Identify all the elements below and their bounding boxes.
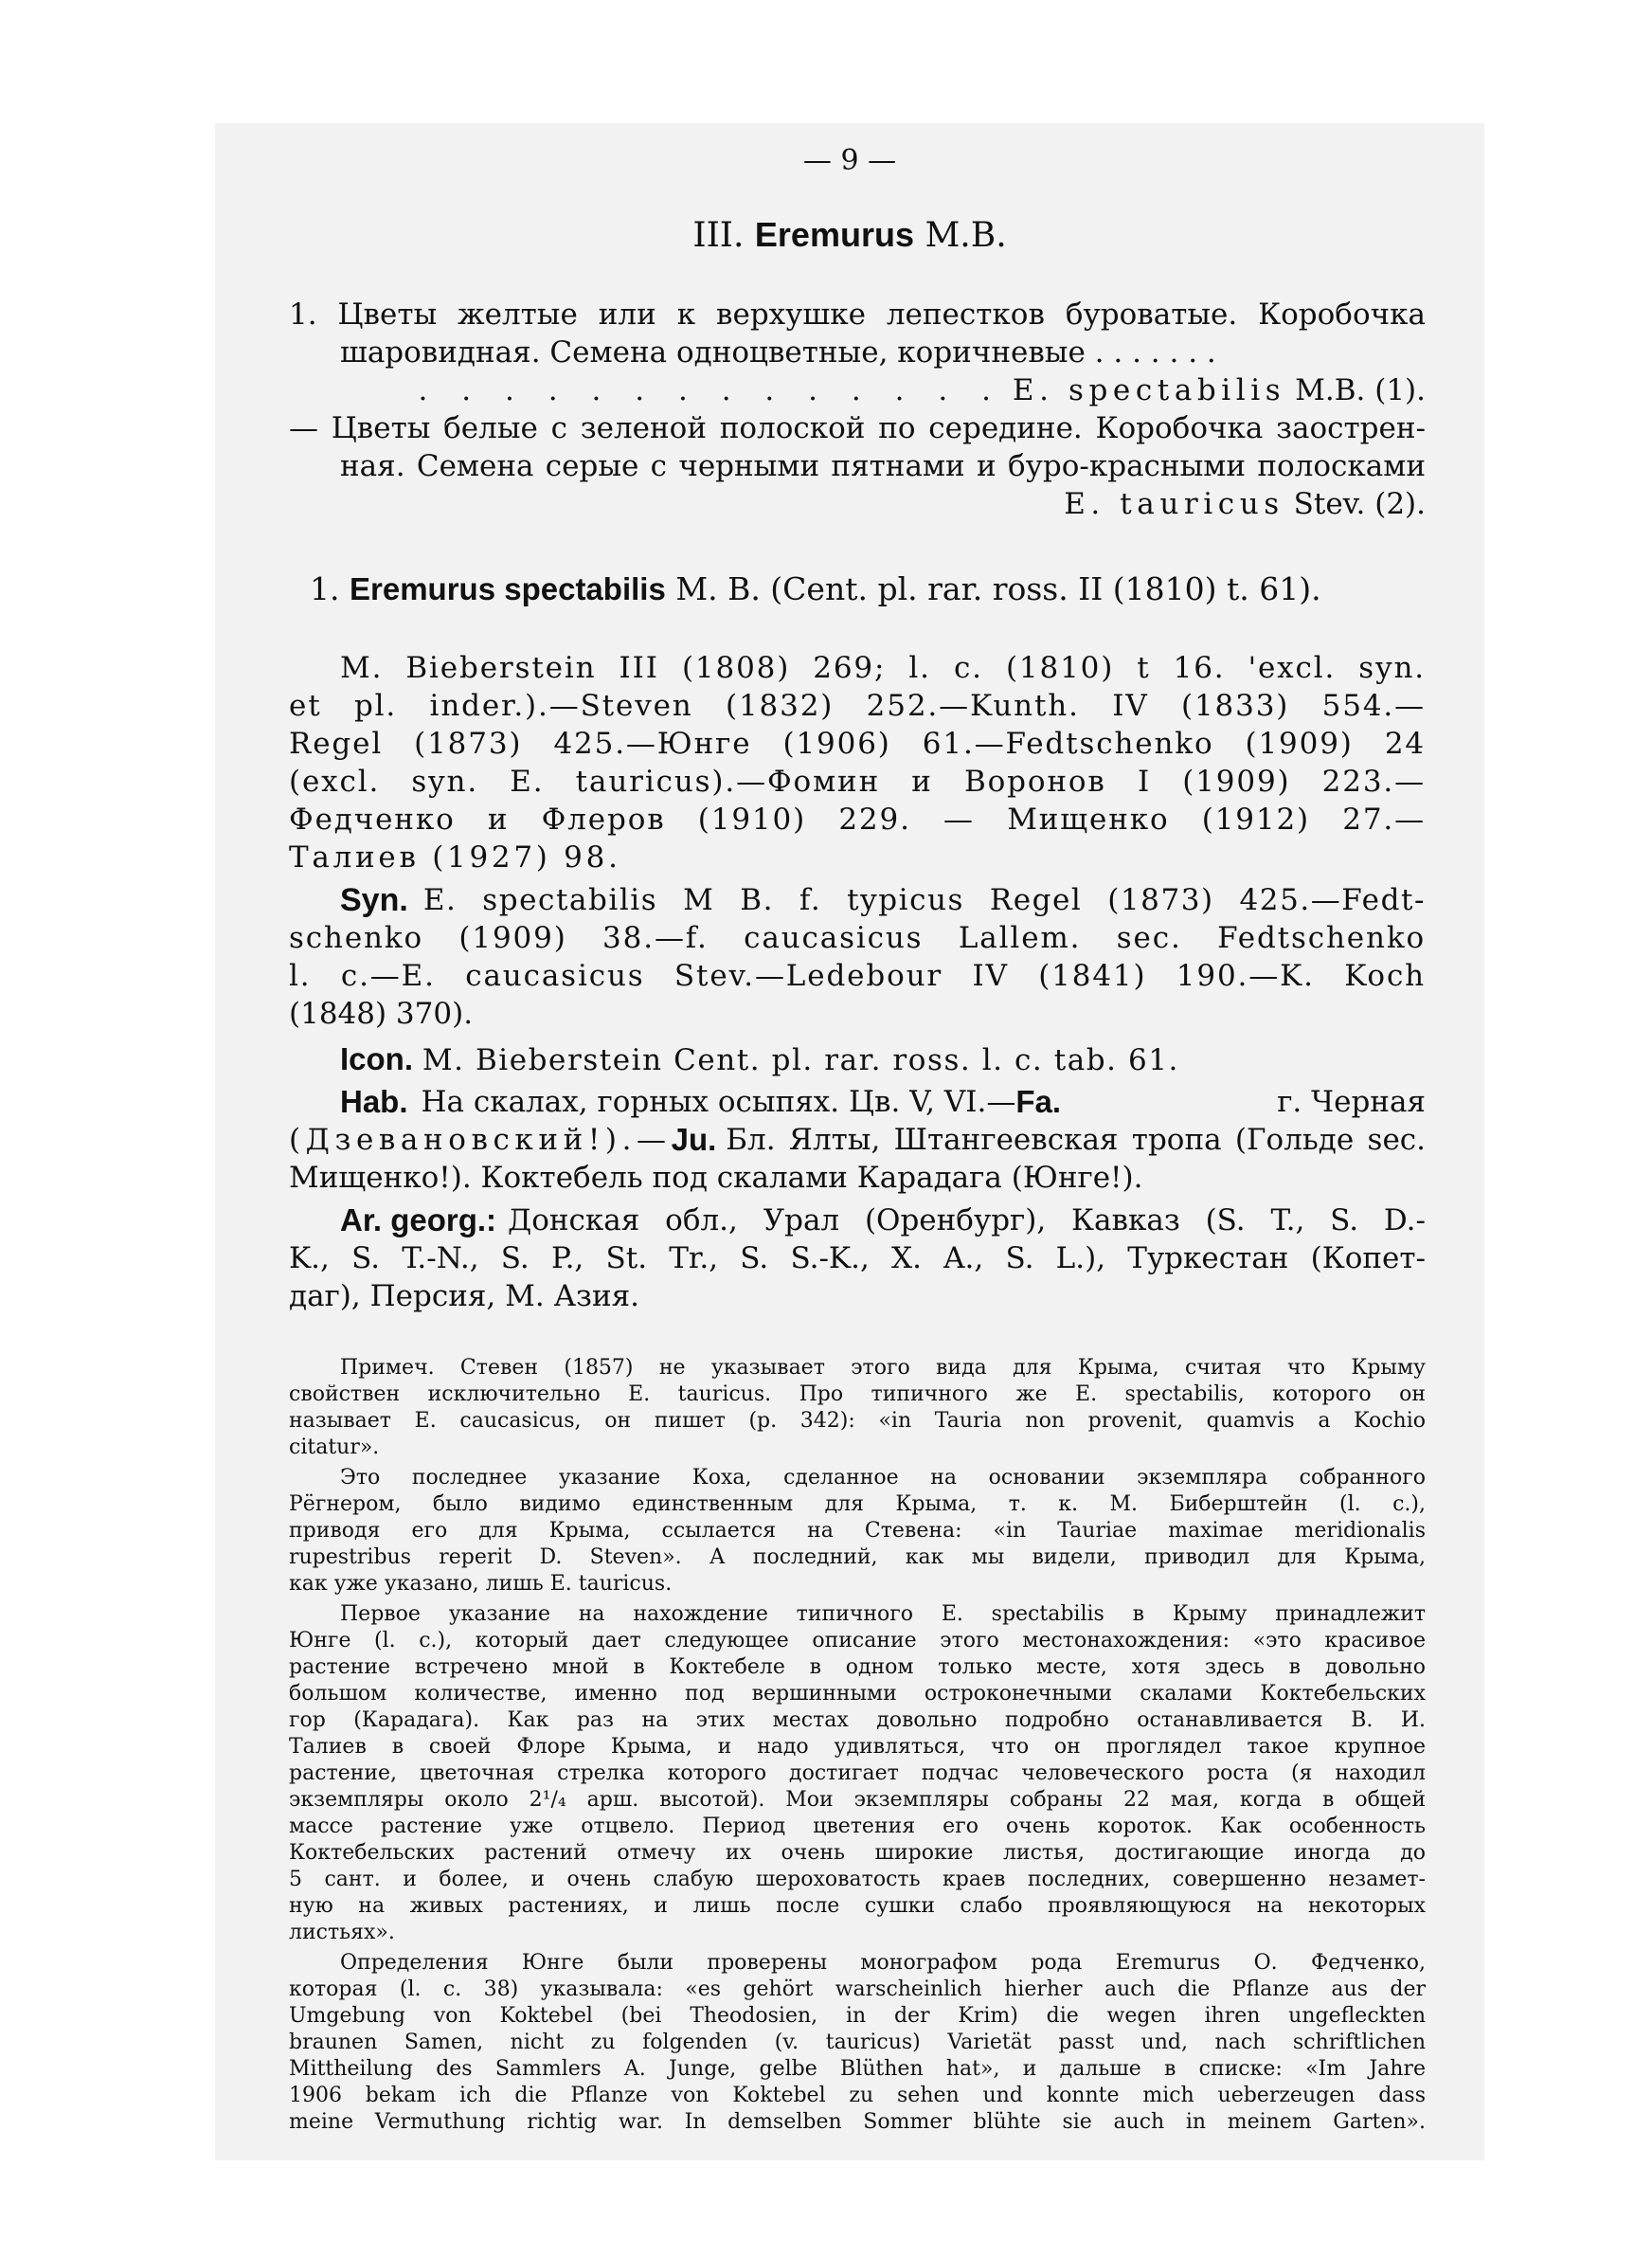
key-couplet-2-line-2: ная. Семена серые с черными пятнами и буро-красными полосками: [340, 449, 1426, 483]
icon-line: [340, 1040, 1484, 1079]
synonymy-line: M. Bieberstein III (1808) 269; l. c. (1810) t 16. 'excl. syn.: [340, 651, 1426, 685]
note-line: массе растение уже отцвело. Период цветения его очень короток. Как особенность: [289, 1815, 1426, 1838]
hab-label: Hab.: [340, 1084, 408, 1119]
note-line: экземпляры около 2¹/₄ арш. высотой). Мои экземпляры собраны 22 мая, когда в общей: [289, 1788, 1426, 1812]
key-taxon-ref: M.B. (1).: [1295, 373, 1426, 407]
key-couplet-2-taxon-line: [1064, 485, 1426, 523]
genus-author: M.B.: [925, 216, 1007, 255]
ju-label: Ju.: [671, 1122, 717, 1157]
key-couplet-1-line-1: 1. Цветы желтые или к верхушке лепестков буроватые. Коробочка: [289, 298, 1426, 332]
note-line: Коктебельских растений отмечу их очень широкие листья, достигающие иногда до: [289, 1841, 1426, 1865]
hab-line-2: [289, 1121, 1426, 1159]
species-heading: [310, 569, 1484, 610]
note-line: называет E. caucasicus, он пишет (p. 342): «in Tauria non provenit, quamvis a Kochio: [289, 1409, 1426, 1433]
section-heading: [215, 213, 1484, 258]
note-line: растение встречено мной в Коктебеле в одном только месте, хотя здесь в довольно: [289, 1655, 1426, 1679]
key-couplet-2-line-1: — Цветы белые с зеленой полоской по середине. Коробочка заострен-: [289, 411, 1426, 445]
page-number: — 9 —: [802, 144, 897, 177]
fa-text: г. Черная: [1277, 1085, 1426, 1119]
fa-label: Fa.: [1015, 1084, 1062, 1119]
note-line: rupestribus reperit D. Steven». А последний, как мы видели, приводил для Крыма,: [289, 1545, 1426, 1569]
note-line: Mittheilung des Sammlers A. Junge, gelbe Blüthen hat», и дальше в списке: «Im Jahre: [289, 2057, 1426, 2081]
key-couplet-1-line-2: шаровидная. Семена одноцветные, коричневые . . . . . . .: [340, 335, 1216, 370]
note-line: Юнге (l. c.), который дает следующее описание этого местонахождения: «это красивое: [289, 1629, 1426, 1652]
key-couplet-1-taxon-line: [418, 371, 1426, 409]
note-line: как уже указано, лишь E. tauricus.: [289, 1572, 673, 1596]
scanned-page: [215, 123, 1484, 2160]
ar-line-1: [340, 1201, 1426, 1239]
note-line: большом количестве, именно под вершинными остроконечными скалами Коктебельских: [289, 1682, 1426, 1706]
syn-line: schenko (1909) 38.—f. caucasicus Lallem. sec. Fedtschenko: [289, 921, 1426, 955]
synonymy-line: Regel (1873) 425.—Юнге (1906) 61.—Fedtschenko (1909) 24: [289, 727, 1426, 761]
synonymy-line: (excl. syn. E. tauricus).—Фомин и Воронов I (1909) 223.—: [289, 765, 1426, 799]
note-line: растение, цветочная стрелка которого достигает подчас человеческого роста (я находил: [289, 1761, 1426, 1785]
note-line: meine Vermuthung richtig war. In demselben Sommer blühte sie auch in meinem Garten».: [289, 2110, 1426, 2134]
key-taxon-tauricus: E. tauricus: [1064, 487, 1284, 521]
note-line: которая (l. c. 38) указывала: «es gehört warscheinlich hierher auch die Pflanze aus der: [289, 1977, 1426, 2001]
syn-label: Syn.: [340, 882, 408, 918]
note-line: Определения Юнге были проверены монографом рода Eremurus О. Федченко,: [340, 1951, 1426, 1975]
note-line: Umgebung von Koktebel (bei Theodosien, in der Krim) die wegen ihren ungefleckten: [289, 2004, 1426, 2028]
note-line: гор (Карадага). Как раз на этих местах довольно подробно останавливается В. И.: [289, 1708, 1426, 1732]
ar-label: Ar. georg.:: [340, 1202, 497, 1237]
syn-line-1: [340, 881, 1426, 919]
syn-line: (1848) 370).: [289, 997, 474, 1031]
note-line: citatur».: [289, 1435, 380, 1459]
species-number: 1.: [310, 570, 340, 607]
icon-text: M. Bieberstein Cent. pl. rar. ross. l. c. tab. 61.: [422, 1043, 1179, 1077]
ar-line: даг), Персия, М. Азия.: [289, 1279, 640, 1313]
synonymy-line: Талиев (1927) 98.: [289, 840, 621, 875]
key-taxon-ref: Stev. (2).: [1293, 487, 1426, 521]
note-line: 1906 bekam ich die Pflanze von Koktebel zu sehen und konnte mich ueberzeugen dass: [289, 2084, 1426, 2107]
hab-collector: (Дзевановский!).—: [289, 1123, 672, 1157]
note-line: Талиев в своей Флоре Крыма, и надо удивляться, что он проглядел такое крупное: [289, 1735, 1426, 1759]
note-line: braunen Samen, nicht zu folgenden (v. tauricus) Varietät passt und, nach schriftlichen: [289, 2031, 1426, 2054]
icon-label: Icon.: [340, 1041, 414, 1076]
note-line: Это последнее указание Коха, сделанное на основании экземпляра собранного: [340, 1466, 1426, 1490]
hab-line-1: [340, 1083, 1426, 1121]
synonymy-line: et pl. inder.).—Steven (1832) 252.—Kunth. IV (1833) 554.—: [289, 689, 1426, 723]
syn-text: E. spectabilis M B. f. typicus Regel (1873) 425.—Fedt-: [422, 883, 1426, 917]
species-citation: M. B. (Cent. pl. rar. ross. II (1810) t. 61).: [675, 570, 1321, 607]
synonymy-line: Федченко и Флеров (1910) 229. — Мищенко (1912) 27.—: [289, 803, 1426, 837]
note-line: Примеч. Стевен (1857) не указывает этого вида для Крыма, считая что Крыму: [340, 1356, 1426, 1380]
note-line: приводя его для Крыма, ссылается на Стевена: «in Tauriae maximae meridionalis: [289, 1519, 1426, 1543]
note-line: ную на живых растениях, и лишь после сушки слабо проявляющуюся на некоторых: [289, 1894, 1426, 1918]
species-name: Eremurus spectabilis: [350, 571, 666, 606]
section-numeral: III.: [692, 216, 745, 255]
ar-line: K., S. T.-N., S. P., St. Tr., S. S.-K., X. A., S. L.), Туркестан (Копет-: [289, 1241, 1426, 1275]
note-line: Рёгнером, было видимо единственным для Крыма, т. к. М. Биберштейн (l. c.),: [289, 1492, 1426, 1516]
key-leader-dots: . . . . . . . . . . . . . .: [418, 373, 1004, 407]
key-taxon-spectabilis: E. spectabilis: [1012, 373, 1286, 407]
hab-ju-text: Бл. Ялты, Штангеевская тропа (Гольде sec.: [726, 1123, 1426, 1157]
ar-text: Донская обл., Урал (Оренбург), Кавказ (S. T., S. D.-: [508, 1203, 1426, 1237]
genus-name: Eremurus: [754, 215, 914, 254]
note-line: свойствен исключительно E. tauricus. Про типичного же E. spectabilis, которого он: [289, 1382, 1426, 1406]
note-line: Первое указание на нахождение типичного E. spectabilis в Крыму принадлежит: [340, 1602, 1426, 1626]
syn-line: l. c.—E. caucasicus Stev.—Ledebour IV (1841) 190.—K. Koch: [289, 959, 1426, 993]
note-line: листьях».: [289, 1921, 395, 1944]
hab-line-3: Мищенко!). Коктебель под скалами Карадага (Юнге!).: [289, 1161, 1143, 1195]
hab-text: На скалах, горных осыпях. Цв. V, VI.—: [421, 1085, 1016, 1119]
note-line: 5 сант. и более, и очень слабую шероховатость краев последних, совершенно незамет-: [289, 1868, 1426, 1891]
